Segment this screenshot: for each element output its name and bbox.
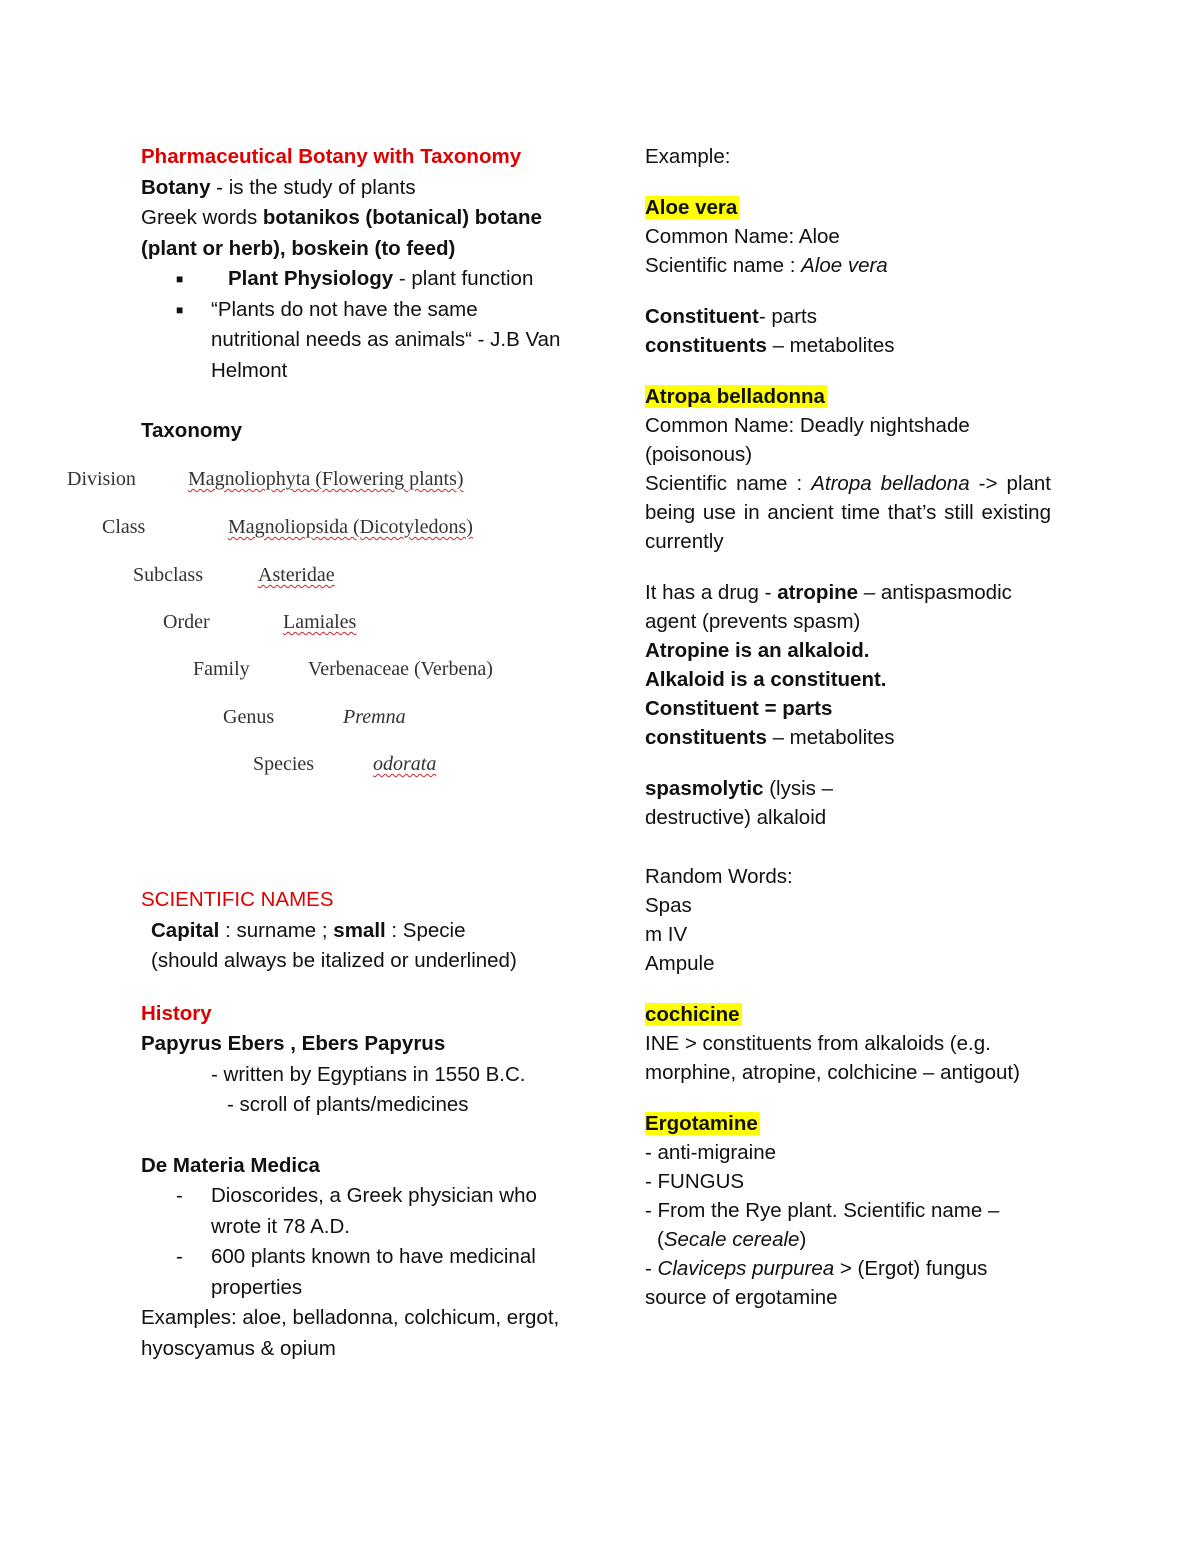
constituents-line: constituents – metabolites bbox=[645, 334, 895, 357]
greek-words-line-2: (plant or herb), boskein (to feed) bbox=[141, 236, 456, 260]
right-column bbox=[645, 142, 1051, 1312]
ergotamine-line: (Secale cereale) bbox=[657, 1228, 807, 1251]
taxonomy-rank: Subclass bbox=[133, 564, 203, 586]
left-column bbox=[141, 142, 571, 447]
taxonomy-figure bbox=[0, 460, 560, 790]
taxonomy-rank: Species bbox=[253, 753, 315, 775]
document-title: Pharmaceutical Botany with Taxonomy bbox=[141, 145, 522, 168]
taxonomy-taxon: Magnoliophyta (Flowering plants) bbox=[188, 468, 464, 490]
ergotamine-heading: Ergotamine bbox=[645, 1112, 758, 1135]
constituent-parts-line: Constituent = parts bbox=[645, 697, 833, 720]
taxonomy-heading: Taxonomy bbox=[141, 419, 242, 442]
papyrus-line: - written by Egyptians in 1550 B.C. bbox=[211, 1062, 526, 1086]
papyrus-title: Papyrus Ebers , Ebers Papyrus bbox=[141, 1032, 446, 1055]
taxonomy-rank: Family bbox=[193, 658, 250, 680]
atropine-alkaloid-line: Atropine is an alkaloid. bbox=[645, 639, 870, 662]
ergotamine-line: - FUNGUS bbox=[645, 1170, 745, 1193]
square-bullet-icon: ■ bbox=[176, 302, 184, 317]
taxonomy-taxon: Asteridae bbox=[258, 564, 335, 586]
taxonomy-rank: Class bbox=[102, 516, 146, 538]
ergotamine-line: source of ergotamine bbox=[645, 1286, 838, 1309]
spasmolytic-line-2: destructive) alkaloid bbox=[645, 806, 827, 829]
list-item: ■ Plant Physiology - plant function bbox=[141, 264, 571, 295]
taxonomy-taxon: Magnoliopsida (Dicotyledons) bbox=[228, 516, 473, 538]
taxonomy-rank: Division bbox=[67, 468, 136, 490]
ergotamine-line: - From the Rye plant. Scientific name – bbox=[645, 1199, 1000, 1222]
constituent-line: Constituent- parts bbox=[645, 305, 817, 328]
list-item: ■ “Plants do not have the same nutritional needs as animals“ - J.B Van Helmont bbox=[141, 295, 571, 387]
random-words-label: Random Words: bbox=[645, 865, 793, 888]
taxonomy-rank: Genus bbox=[223, 706, 275, 728]
examples-line: Examples: aloe, belladonna, colchicum, ergot, hyoscyamus & opium bbox=[141, 1306, 560, 1360]
botany-definition: Botany - is the study of plants bbox=[141, 175, 416, 199]
history-heading: History bbox=[141, 1001, 212, 1025]
random-word: Spas bbox=[645, 894, 692, 917]
atropa-common-name: Common Name: Deadly nightshade (poisonous) bbox=[645, 414, 970, 466]
cochicine-text: INE > constituents from alkaloids (e.g. morphine, atropine, colchicine – antigout) bbox=[645, 1032, 1020, 1084]
random-word: m IV bbox=[645, 923, 688, 946]
botany-bullets bbox=[141, 264, 571, 386]
aloe-scientific-name: Scientific name : Aloe vera bbox=[645, 254, 888, 277]
materia-medica-title: De Materia Medica bbox=[141, 1153, 320, 1177]
aloe-vera-heading: Aloe vera bbox=[645, 196, 738, 219]
random-word: Ampule bbox=[645, 952, 715, 975]
left-column-lower bbox=[141, 885, 571, 1364]
taxonomy-taxon: Lamiales bbox=[283, 611, 357, 633]
constituents-metabolites-line: constituents – metabolites bbox=[645, 726, 895, 749]
square-bullet-icon: ■ bbox=[176, 272, 184, 286]
cochicine-heading: cochicine bbox=[645, 1003, 740, 1026]
greek-words-line: Greek words botanikos (botanical) botane bbox=[141, 206, 542, 229]
taxonomy-taxon: Verbenaceae (Verbena) bbox=[308, 658, 493, 680]
scientific-names-rule: Capital : surname ; small : Specie bbox=[151, 918, 466, 942]
ergotamine-line: - Claviceps purpurea > (Ergot) fungus bbox=[645, 1257, 988, 1280]
alkaloid-constituent-line: Alkaloid is a constituent. bbox=[645, 668, 887, 691]
aloe-common-name: Common Name: Aloe bbox=[645, 225, 840, 248]
taxonomy-rank: Order bbox=[163, 611, 210, 633]
list-item: - 600 plants known to have medicinal properties bbox=[176, 1245, 536, 1299]
taxonomy-taxon: Premna bbox=[343, 706, 406, 728]
spasmolytic-line: spasmolytic (lysis – bbox=[645, 777, 833, 800]
scientific-names-note: (should always be italized or underlined) bbox=[151, 949, 517, 972]
list-item: - Dioscorides, a Greek physician who wrote it 78 A.D. bbox=[176, 1184, 537, 1238]
scientific-names-heading: SCIENTIFIC NAMES bbox=[141, 888, 334, 911]
atropine-drug-line: It has a drug - atropine – antispasmodic agent (prevents spasm) bbox=[645, 581, 1012, 633]
materia-medica-list bbox=[141, 1181, 571, 1303]
papyrus-line: - scroll of plants/medicines bbox=[227, 1093, 469, 1116]
taxonomy-taxon: odorata bbox=[373, 753, 437, 775]
example-label: Example: bbox=[645, 145, 731, 168]
atropa-scientific-name: Scientific name : Atropa belladona -> plant being use in ancient time that’s still existing currently bbox=[645, 472, 1051, 553]
atropa-heading: Atropa belladonna bbox=[645, 385, 825, 408]
ergotamine-line: - anti-migraine bbox=[645, 1141, 777, 1164]
